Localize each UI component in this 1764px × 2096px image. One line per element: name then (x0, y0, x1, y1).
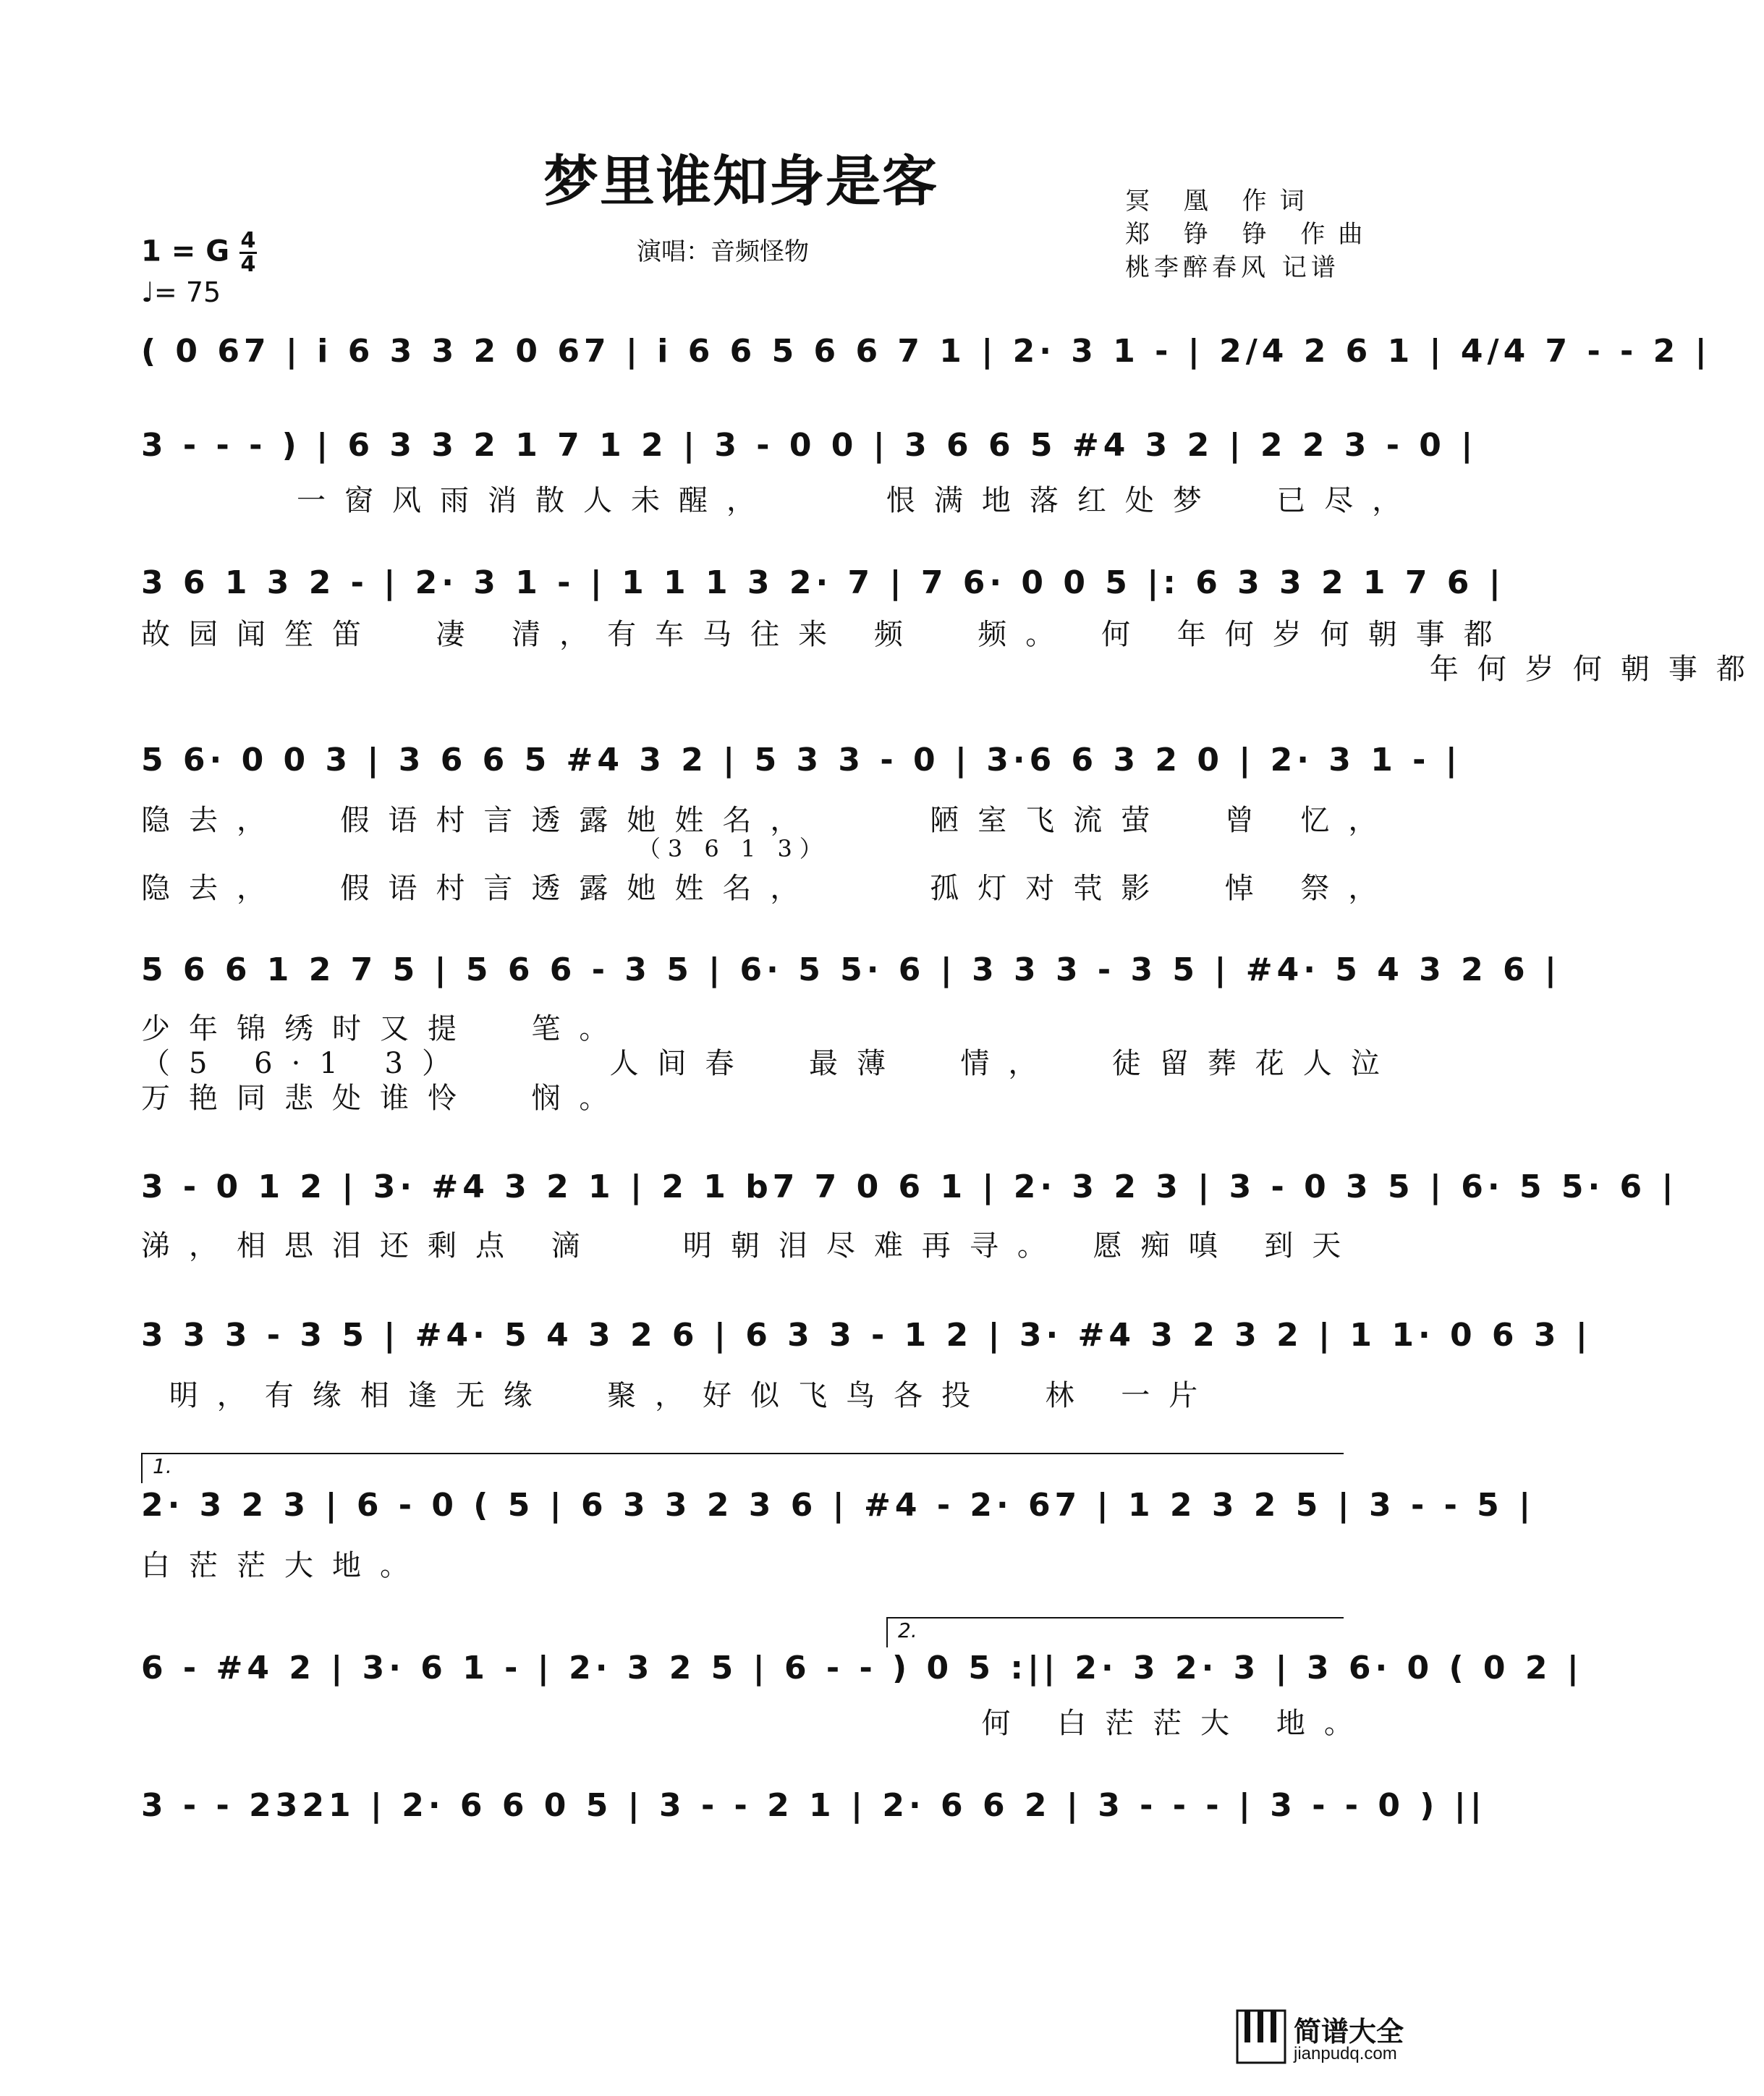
composer-credit: 郑 铮 铮 作曲 (1125, 220, 1376, 249)
logo-text: 简谱大全 (1294, 2016, 1404, 2048)
music-line: 2· 3 2 3 | 6 - 0 ( 5 | 6 3 3 2 3 6 | #4 - 2· 67 | 1 2 3 2 5 | 3 - - 5 | (141, 1487, 1535, 1524)
music-line: 5 6 6 1 2 7 5 | 5 6 6 - 3 5 | 6· 5 5· 6 | 3 3 3 - 3 5 | #4· 5 4 3 2 6 | (141, 951, 1561, 988)
music-line: 5 6· 0 0 3 | 3 6 6 5 #4 3 2 | 5 3 3 - 0 | 3·6 6 3 2 0 | 2· 3 1 - | (141, 742, 1462, 778)
lyric-line: 年何岁何朝事都 (141, 653, 1764, 686)
key-signature (141, 230, 257, 276)
lyric-line: 何 白茫茫大 地。 (141, 1707, 1372, 1740)
score-system-7 (141, 1313, 1592, 1412)
lyric-line: 一窗风雨消散人未醒， 恨满地落红处梦 已尽， (297, 484, 1420, 517)
score-system-1 (141, 326, 1711, 383)
volta-label: 2. (898, 1618, 917, 1642)
score-system-9 (141, 1646, 1583, 1740)
score-system-10 (141, 1783, 1486, 1841)
music-line: ( 0 67 | i 6 3 3 2 0 67 | i 6 6 5 6 6 7 1 | 2· 3 1 - | 2/4 2 6 1 | 4/4 7 - - 2 | (141, 333, 1711, 370)
time-denominator: 4 (240, 252, 256, 277)
volta-bracket-2 (886, 1617, 1344, 1647)
time-signature (239, 230, 257, 276)
score-system-5 (141, 948, 1561, 1115)
music-line: 6 - #4 2 | 3· 6 1 - | 2· 3 2 5 | 6 - - ) 0 5 :|| 2· 3 2· 3 | 3 6· 0 ( 0 2 | (141, 1650, 1583, 1686)
lyric-line: 白茫茫大地。 (141, 1549, 428, 1582)
site-logo[interactable] (1236, 2009, 1453, 2067)
time-numerator: 4 (240, 228, 256, 253)
piano-keys-icon (1236, 2009, 1286, 2064)
music-line: 3 - - - ) | 6 3 3 2 1 7 1 2 | 3 - 0 0 | 3 6 6 5 #4 3 2 | 2 2 3 - 0 | (141, 427, 1477, 464)
score-system-8 (141, 1483, 1535, 1582)
lyricist-credit: 冥 凰 作词 (1125, 187, 1318, 216)
score-system-6 (141, 1165, 1678, 1263)
logo-url: jianpudq.com (1294, 2044, 1397, 2063)
music-line: 3 - - 2321 | 2· 6 6 0 5 | 3 - - 2 1 | 2· 6 6 2 | 3 - - - | 3 - - 0 ) || (141, 1787, 1486, 1824)
lyric-line: 明，有缘相逢无缘 聚，好似飞鸟各投 林 一片 (141, 1379, 1217, 1412)
lyric-line: （5 6·1 3） 人间春 最薄 情， 徒留葬花人泣 (141, 1047, 1399, 1080)
lyric-line: 隐去， 假语村言透露她姓名， 陋室飞流萤 曾 忆， (141, 804, 1396, 837)
score-system-3 (141, 561, 1764, 691)
score-system-2 (141, 423, 1477, 525)
song-title: 梦里谁知身是客 (543, 149, 938, 213)
music-line: 3 3 3 - 3 5 | #4· 5 4 3 2 6 | 6 3 3 - 1 2 | 3· #4 3 2 3 2 | 1 1· 0 6 3 | (141, 1317, 1592, 1354)
tempo-marking: ♩= 75 (141, 276, 221, 308)
lyric-line: 隐去， 假语村言透露她姓名， 孤灯对茕影 悼 祭， (141, 872, 1396, 905)
lyric-line: （3 6 1 3） (141, 835, 830, 862)
lyric-line: 少年锦绣时又提 笔。 (141, 1012, 627, 1045)
music-line: 3 - 0 1 2 | 3· #4 3 2 1 | 2 1 b7 7 0 6 1 | 2· 3 2 3 | 3 - 0 3 5 | 6· 5 5· 6 | (141, 1168, 1678, 1205)
music-line: 3 6 1 3 2 - | 2· 3 1 - | 1 1 1 3 2· 7 | 7 6· 0 0 5 |: 6 3 3 2 1 7 6 | (141, 564, 1505, 601)
key-label: 1 = G (141, 234, 230, 268)
volta-bracket-1 (141, 1453, 1344, 1483)
transcriber-credit: 桃李醉春风 记谱 (1125, 253, 1340, 282)
singer: 演唱：音频怪物 (637, 237, 809, 266)
lyric-line: 涕，相思泪还剩点 滴 明朝泪尽难再寻。 愿痴嗔 到天 (141, 1229, 1360, 1263)
lyric-line: 故园闻笙笛 凄 清，有车马往来 频 频。 何 年何岁何朝事都 (141, 618, 1511, 651)
lyric-line: 万艳同悲处谁怜 悯。 (141, 1082, 627, 1115)
volta-label: 1. (153, 1454, 172, 1478)
score-system-4 (141, 738, 1462, 905)
